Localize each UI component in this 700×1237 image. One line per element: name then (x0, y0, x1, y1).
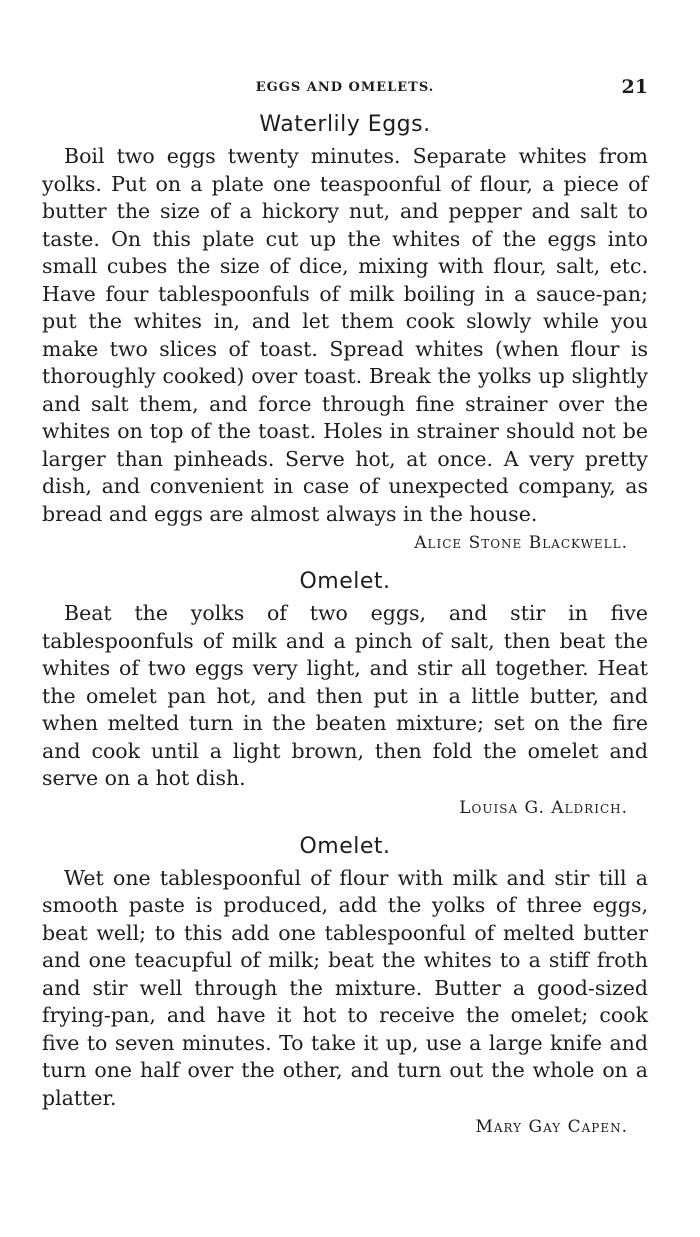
recipe-title: Omelet. (299, 833, 391, 859)
recipe-omelet-capen (42, 834, 648, 1142)
recipe-title: Waterlily Eggs. (259, 112, 431, 137)
recipe-author: Mary Gay Capen. (475, 1117, 628, 1137)
recipe-text: Boil two eggs twenty minutes. Separate whites from yolks. Put on a plate one teaspoonful of flour, a piece of butter the size of a hickory nut, and pepper and salt to taste. On this plate cut up the whites of the eggs into small cubes the size of dice, mixing with flour, salt, etc. Have four tablespoonfuls of milk boiling in a sauce-pan; put the whites in, and let them cook slowly while you make two slices of toast. Spread whites (when flour is thoroughly cooked) over toast. Break the yolks up slightly and salt them, and force through fine strainer over the whites on top of the toast. Holes in strainer should not be larger than pinheads. Serve hot, at once. A very pretty dish, and convenient in case of unexpected company, as bread and eggs are almost always in the house. (42, 144, 648, 526)
recipe-waterlily-eggs (42, 112, 648, 557)
page-number: 21 (621, 76, 648, 98)
recipe-text: Beat the yolks of two eggs, and stir in five tablespoonfuls of milk and a pinch of salt, then beat the whites of two eggs very light, and stir all together. Heat the omelet pan hot, and then put in a little butter, and when melted turn in the beaten mixture; set on the fire and cook until a light brown, then fold the omelet and serve on a hot dish. (42, 601, 648, 790)
recipe-title: Omelet. (299, 569, 391, 594)
recipe-text: Wet one tablespoonful of flour with milk and stir till a smooth paste is produced, add the yolks of three eggs, beat well; to this add one tablespoonful of melted butter and one teacupful of milk; beat the whites to a stiff froth and stir well through the mixture. Butter a good-sized frying-pan, and have it hot to receive the omelet; cook five to seven minutes. To take it up, use a large knife and turn one half over the other, and turn out the whole on a platter. (42, 865, 648, 1110)
running-title: EGGS AND OMELETS. (255, 80, 435, 95)
running-header (42, 72, 648, 102)
recipe-omelet-aldrich (42, 569, 648, 822)
recipe-author: Alice Stone Blackwell. (414, 533, 628, 553)
book-page (42, 72, 648, 1141)
recipe-author: Louisa G. Aldrich. (459, 797, 628, 818)
